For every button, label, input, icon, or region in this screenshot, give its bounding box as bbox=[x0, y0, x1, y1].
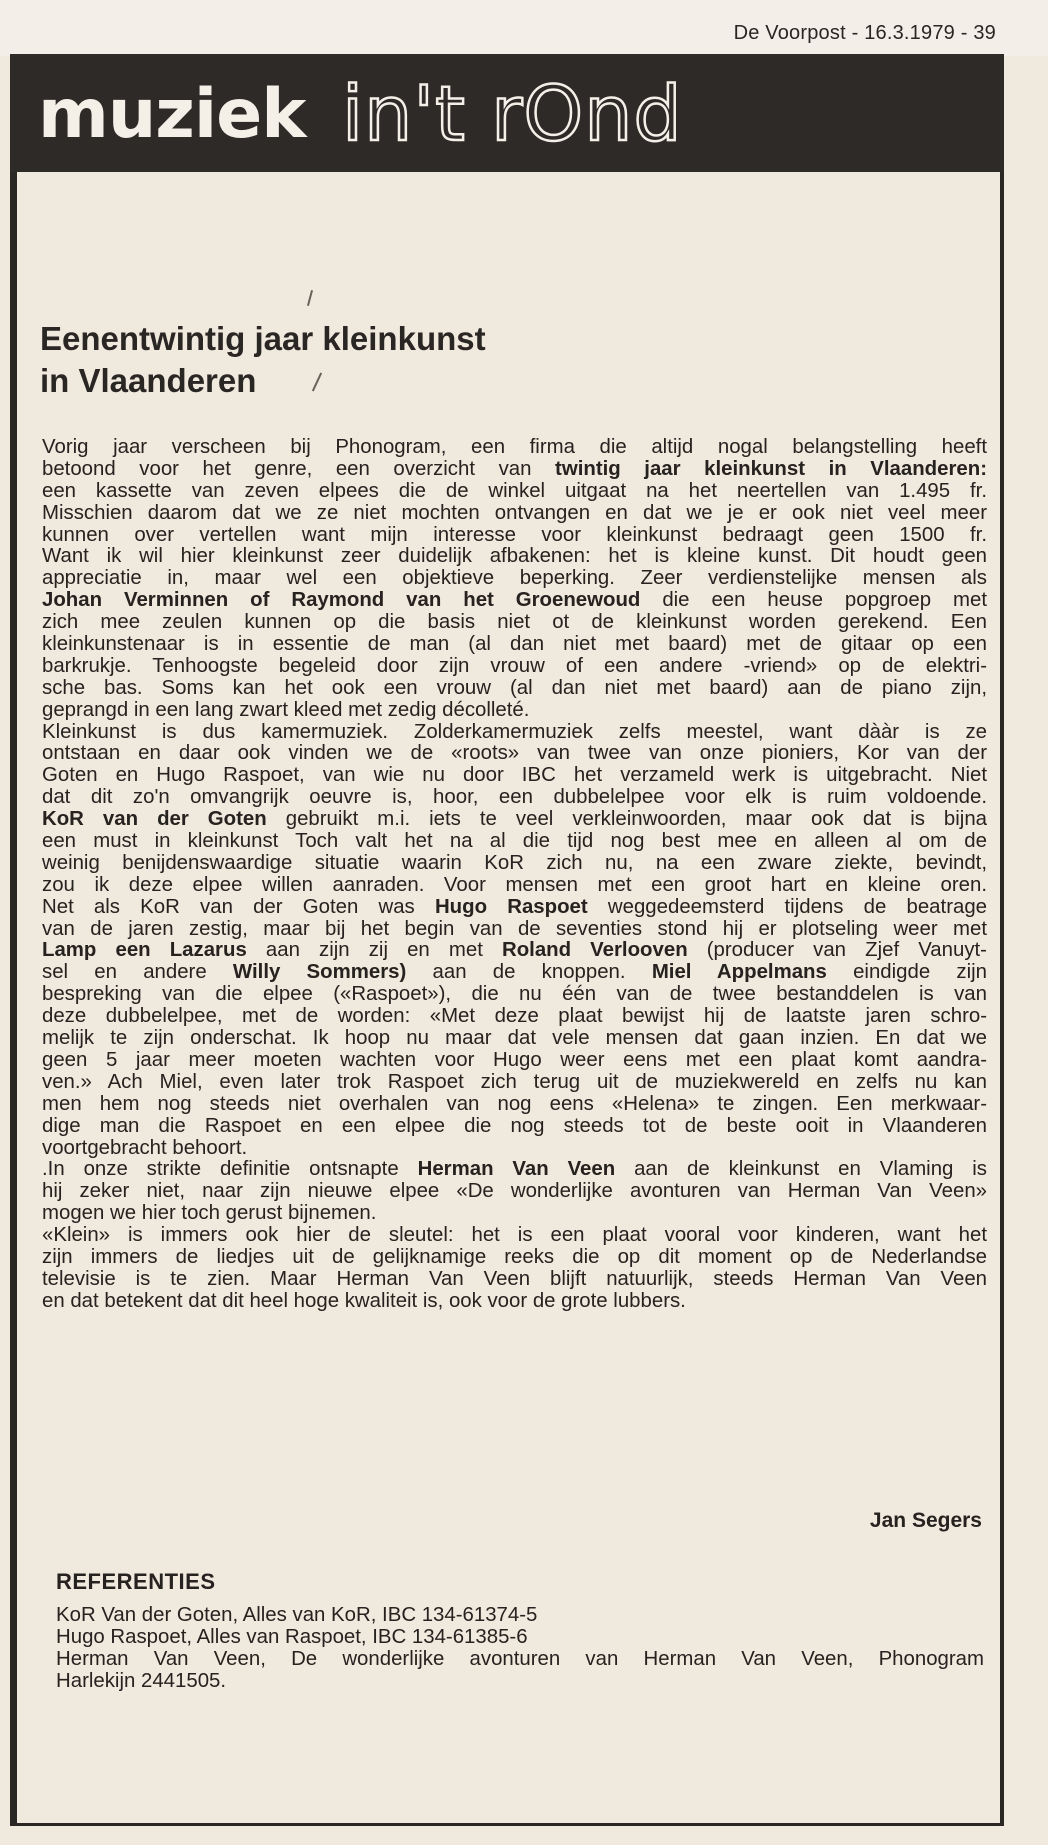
body-line: Goten en Hugo Raspoet, van wie nu door IBC het verzameld werk is uitgebracht. Niet bbox=[42, 765, 987, 787]
article-headline bbox=[40, 318, 740, 402]
body-line: en dat betekent dat dit heel hoge kwaliteit is, ook voor de grote lubbers. bbox=[42, 1290, 686, 1312]
body-line: weinig benijdenswaardige situatie waarin KoR zich nu, na een zware ziekte, bevindt, bbox=[42, 852, 987, 874]
body-line: van de jaren zestig, maar bij het begin van de seventies stond hij er plotseling weer met bbox=[42, 918, 987, 940]
body-line: sel en andere Willy Sommers) aan de knoppen. Miel Appelmans eindigde zijn bbox=[42, 962, 987, 984]
body-line: Lamp een Lazarus aan zijn zij en met Roland Verlooven (producer van Zjef Vanuyt- bbox=[42, 940, 987, 962]
body-line: voortgebracht behoort. bbox=[42, 1137, 248, 1159]
body-line: appreciatie in, maar wel een objektieve beperking. Zeer verdienstelijke mensen als bbox=[42, 568, 987, 590]
reference-item: Harlekijn 2441505. bbox=[56, 1670, 227, 1692]
body-line: «Klein» is immers ook hier de sleutel: het is een plaat vooral voor kinderen, want het bbox=[42, 1225, 987, 1247]
bold-phrase: Herman Van Veen bbox=[417, 1159, 616, 1181]
body-line: barkrukje. Tenhoogste begeleid door zijn vrouw of een andere -vriend» op de elektri- bbox=[42, 655, 987, 677]
body-line: men hem nog steeds niet overhalen van nog eens «Helena» te zingen. Een merkwaar- bbox=[42, 1093, 987, 1115]
body-line: kunnen over vertellen want mijn interesse voor kleinkunst bedraagt geen 1500 fr. bbox=[42, 524, 987, 546]
bold-phrase: Roland Verlooven bbox=[501, 940, 688, 962]
bold-phrase: Willy Sommers) bbox=[232, 962, 407, 984]
body-line: Johan Verminnen of Raymond van het Groenewoud die een heuse popgroep met bbox=[42, 590, 987, 612]
body-line: televisie is te zien. Maar Herman Van Veen blijft natuurlijk, steeds Herman Van Veen bbox=[42, 1268, 987, 1290]
bold-phrase: Lamp een Lazarus bbox=[42, 940, 247, 962]
body-line: Misschien daarom dat we ze niet mochten ontvangen en dat we je er ook niet veel meer bbox=[42, 502, 987, 524]
body-line: mogen we hier toch gerust bijnemen. bbox=[42, 1203, 377, 1225]
body-line: Net als KoR van der Goten was Hugo Raspoet weggedeemsterd tijdens de beatrage bbox=[42, 896, 987, 918]
banner-title-bold: muziek bbox=[38, 75, 306, 154]
bold-phrase: twintig jaar kleinkunst in Vlaanderen: bbox=[555, 458, 987, 480]
reference-item: Herman Van Veen, De wonderlijke avonturen van Herman Van Veen, Phonogram bbox=[56, 1648, 984, 1670]
section-banner bbox=[10, 54, 1004, 172]
body-line: betoond voor het genre, een overzicht van twintig jaar kleinkunst in Vlaanderen: bbox=[42, 458, 987, 480]
body-line: Vorig jaar verscheen bij Phonogram, een firma die altijd nogal belangstelling heeft bbox=[42, 437, 987, 458]
body-line: een kassette van zeven elpees die de winkel uitgaat na het neertellen van 1.495 fr. bbox=[42, 480, 987, 502]
body-line: geprangd in een lang zwart kleed met zedig décolleté. bbox=[42, 699, 530, 721]
bold-phrase: Miel Appelmans bbox=[651, 962, 827, 984]
body-line: zijn immers de liedjes uit de gelijknamige reeks die op dit moment op de Nederlandse bbox=[42, 1246, 987, 1268]
references-list bbox=[56, 1604, 984, 1692]
author-signature: Jan Segers bbox=[869, 1509, 982, 1532]
body-line: melijk te zijn onderschat. Ik hoop nu maar dat vele mensen dat gaan inzien. En dat we bbox=[42, 1028, 987, 1050]
article-body bbox=[42, 437, 987, 1313]
body-line: hij zeker niet, naar zijn nieuwe elpee «De wonderlijke avonturen van Herman Van Veen» bbox=[42, 1181, 987, 1203]
body-line: .In onze strikte definitie ontsnapte Herman Van Veen aan de kleinkunst en Vlaming is bbox=[42, 1159, 987, 1181]
body-line: deze dubbelelpee, met de worden: «Met deze plaat bewijst hij de laatste jaren schro- bbox=[42, 1006, 987, 1028]
body-line: sche bas. Soms kan het ook een vrouw (al dan niet met baard) aan de piano zijn, bbox=[42, 677, 987, 699]
reference-item: Hugo Raspoet, Alles van Raspoet, IBC 134-61385-6 bbox=[56, 1626, 528, 1648]
dateline: De Voorpost - 16.3.1979 - 39 bbox=[733, 22, 996, 44]
body-line: dat dit zo'n omvangrijk oeuvre is, hoor, een dubbelelpee voor elk is ruim voldoende. bbox=[42, 787, 987, 809]
body-line: dige man die Raspoet en een elpee die nog steeds tot de beste ooit in Vlaanderen bbox=[42, 1115, 987, 1137]
body-line: Kleinkunst is dus kamermuziek. Zolderkamermuziek zelfs meestel, want dààr is ze bbox=[42, 721, 987, 743]
bold-phrase: KoR van der Goten bbox=[42, 809, 267, 831]
reference-item: KoR Van der Goten, Alles van KoR, IBC 134-61374-5 bbox=[56, 1604, 538, 1626]
references-heading: REFERENTIES bbox=[56, 1569, 216, 1594]
bold-phrase: Hugo Raspoet bbox=[434, 896, 588, 918]
body-line: kleinkunstenaar is in essentie de man (al dan niet met baard) met de gitaar op een bbox=[42, 634, 987, 656]
banner-title-outline: in't rOnd bbox=[342, 69, 683, 158]
body-line: ontstaan en daar ook vinden we de «roots» van twee van onze pioniers, Kor van der bbox=[42, 743, 987, 765]
body-line: een must in kleinkunst Toch valt het na al die tijd nog best mee en alleen al om de bbox=[42, 831, 987, 853]
body-line: zich mee zeulen kunnen op die basis niet ot de kleinkunst worden gerekend. Een bbox=[42, 612, 987, 634]
body-line: geen 5 jaar meer moeten wachten voor Hugo weer eens met een plaat komt aandra- bbox=[42, 1049, 987, 1071]
headline-line-2: in Vlaanderen bbox=[40, 362, 257, 399]
body-line: KoR van der Goten gebruikt m.i. iets te veel verkleinwoorden, maar ook dat is bijna bbox=[42, 809, 987, 831]
body-line: ven.» Ach Miel, even later trok Raspoet zich terug uit de muziekwereld en zelfs nu kan bbox=[42, 1071, 987, 1093]
body-line: Want ik wil hier kleinkunst zeer duidelijk afbakenen: het is kleine kunst. Dit houdt geen bbox=[42, 546, 987, 568]
bold-phrase: Johan Verminnen of Raymond van het Groenewoud bbox=[42, 590, 641, 612]
body-line: bespreking van die elpee («Raspoet»), die nu één van de twee bestanddelen is van bbox=[42, 984, 987, 1006]
body-line: zou ik deze elpee willen aanraden. Voor mensen met een groot hart en kleine oren. bbox=[42, 874, 987, 896]
headline-line-1: Eenentwintig jaar kleinkunst bbox=[40, 320, 486, 357]
